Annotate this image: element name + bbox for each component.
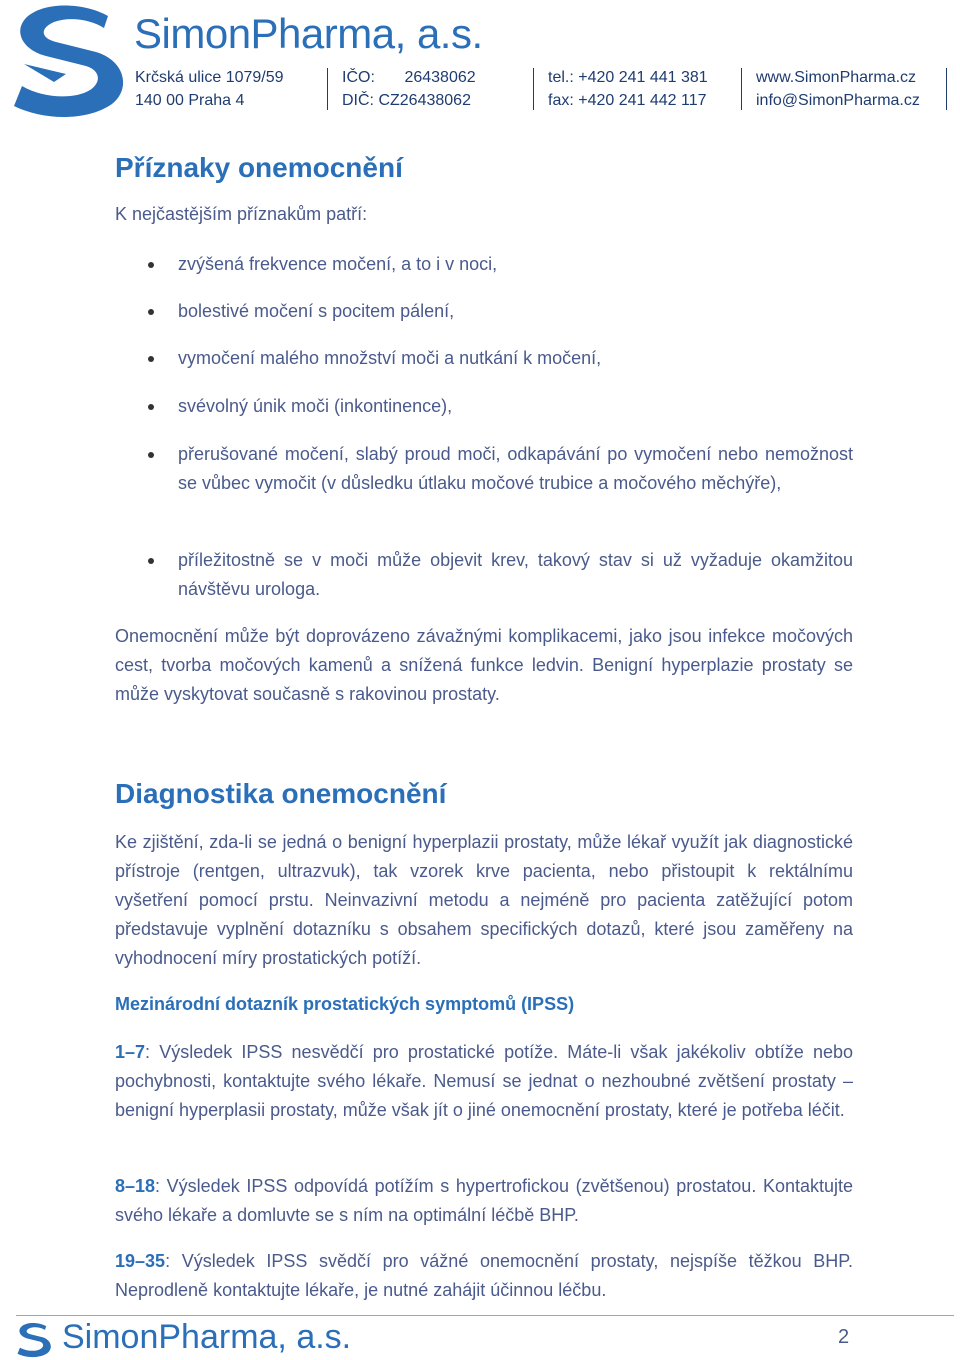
header-divider [533, 68, 534, 110]
company-name: SimonPharma, a.s. [134, 10, 483, 57]
ipss-result-mid [115, 1172, 853, 1230]
bullet-marker [148, 356, 154, 362]
result-text: : Výsledek IPSS odpovídá potížím s hypertrofickou (zvětšenou) prostatou. Kontaktujte svého lékaře a domluvte se s ním na optimální léčbě BHP. [115, 1176, 853, 1225]
company-logo [8, 2, 128, 120]
dic-label: DIČ: [342, 92, 374, 109]
ipss-result-high [115, 1247, 853, 1305]
header-divider [741, 68, 742, 110]
contact-block [756, 66, 920, 112]
email-link[interactable]: info@SimonPharma.cz [756, 92, 920, 109]
bullet-marker [148, 452, 154, 458]
list-item: vymočení malého množství moči a nutkání k močení, [178, 348, 602, 368]
list-item: zvýšená frekvence močení, a to i v noci, [178, 254, 498, 274]
registration-block [342, 66, 476, 112]
phone-number: tel.: +420 241 441 381 [548, 69, 708, 86]
bullet-marker [148, 262, 154, 268]
bullet-marker [148, 558, 154, 564]
address-city: 140 00 Praha 4 [135, 92, 245, 109]
symptoms-intro: K nejčastějším příznakům patří: [115, 204, 368, 224]
dic-value: CZ26438062 [378, 92, 471, 109]
page-number: 2 [838, 1326, 850, 1348]
ipss-heading: Mezinárodní dotazník prostatických symptomů (IPSS) [115, 994, 575, 1014]
list-item: svévolný únik moči (inkontinence), [178, 396, 453, 416]
ico-value: 26438062 [404, 69, 476, 86]
complications-paragraph: Onemocnění může být doprovázeno závažnými komplikacemi, jako jsou infekce močových cest, tvorba močových kamenů a snížená funkce ledvin. Benigní hyperplazie prostaty se může vyskytovat současně s rakovinou prostaty. [115, 626, 853, 704]
header-divider [946, 68, 947, 110]
footer-divider [16, 1315, 954, 1316]
list-item: bolestivé močení s pocitem pálení, [178, 301, 455, 321]
diagnostics-paragraph: Ke zjištění, zda-li se jedná o benigní hyperplazii prostaty, může lékař využít jak diagnostické přístroje (rentgen, ultrazvuk), tak vzorek krve pacienta, nebo přistoupit k rektálnímu vyšetření pomocí prstu. Neinvazivní metodu a nejméně pro pacienta zatěžující potom představuje vyplnění dotazníku s obsahem specifických dotazů, které jsou zaměřeny na vyhodnocení míry prostatických potíží. [115, 832, 853, 968]
phone-block [548, 66, 708, 112]
section-title-diagnostics: Diagnostika onemocnění [115, 778, 447, 809]
result-text: : Výsledek IPSS svědčí pro vážné onemocnění prostaty, nejspíše těžkou BHP. Neprodleně kontaktujte lékaře, je nutné zahájit účinnou léčbu. [115, 1251, 853, 1300]
address-block [135, 66, 284, 112]
result-text: : Výsledek IPSS nesvědčí pro prostatické potíže. Máte-li však jakékoliv obtíže nebo pochybnosti, kontaktujte svého lékaře. Nemusí se jednat o nezhoubné zvětšení prostaty – benigní hyperplasii prostaty, může však jít o jiné onemocnění prostaty, které je potřeba léčit. [115, 1042, 853, 1120]
website-link[interactable]: www.SimonPharma.cz [756, 69, 917, 86]
score-range: 8–18 [115, 1176, 156, 1196]
address-street: Krčská ulice 1079/59 [135, 69, 284, 86]
section-title-symptoms: Příznaky onemocnění [115, 152, 403, 183]
score-range: 19–35 [115, 1251, 166, 1271]
list-item: přerušované močení, slabý proud moči, odkapávání po vymočení nebo nemožnost se vůbec vymočit (v důsledku útlaku močové trubice a močového měchýře), [178, 444, 853, 493]
letterhead [0, 0, 960, 120]
fax-number: fax: +420 241 442 117 [548, 92, 707, 109]
footer-company-name: SimonPharma, a.s. [62, 1318, 352, 1356]
ipss-result-low [115, 1038, 853, 1125]
list-item: příležitostně se v moči může objevit krev, takový stav si už vyžaduje okamžitou návštěvu urologa. [178, 550, 853, 599]
score-range: 1–7 [115, 1042, 146, 1062]
bullet-marker [148, 404, 154, 410]
header-divider [327, 68, 328, 110]
ico-label: IČO: [342, 69, 375, 86]
footer-logo [14, 1322, 54, 1358]
bullet-marker [148, 309, 154, 315]
